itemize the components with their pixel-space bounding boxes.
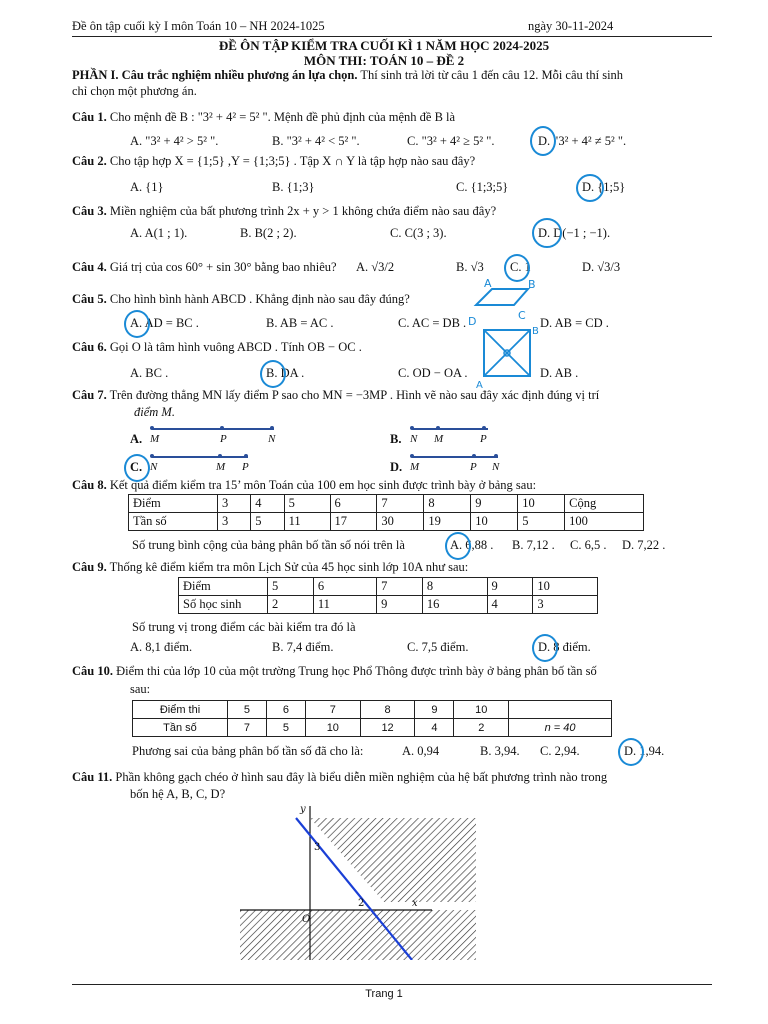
q2-option-d[interactable]: D. {1;5} xyxy=(582,180,626,194)
point-m xyxy=(436,426,440,430)
question-2 xyxy=(72,154,475,169)
table-cell: 30 xyxy=(377,513,424,531)
answer-circle xyxy=(532,634,558,662)
q9-option-c[interactable]: C. 7,5 điểm. xyxy=(407,640,469,654)
footer-divider xyxy=(72,984,712,985)
q10-follow: Phương sai của bảng phân bố tần số đã cho là: xyxy=(132,744,364,758)
q1-option-a[interactable]: A. "3² + 4² > 5² ". xyxy=(130,134,219,148)
question-9 xyxy=(72,560,468,575)
q9-option-d[interactable]: D. 8 điểm. xyxy=(538,640,591,654)
question-11 xyxy=(72,770,607,785)
question-5 xyxy=(72,292,410,307)
question-4 xyxy=(72,260,337,275)
question-text: Thống kê điểm kiểm tra môn Lịch Sử của 45 học sinh lớp 10A như sau: xyxy=(106,560,469,574)
table-cell: 2 xyxy=(268,596,314,614)
question-6 xyxy=(72,340,362,355)
question-7-cont: điểm M. xyxy=(134,405,175,419)
origin-label: O xyxy=(302,914,311,925)
point-n xyxy=(494,454,498,458)
q9-follow: Số trung vị trong điểm các bài kiểm tra đó là xyxy=(132,620,356,634)
inequality-region-graph xyxy=(236,802,476,960)
table-cell: 7 xyxy=(377,578,423,596)
table-cell: 8 xyxy=(424,495,471,513)
point-n xyxy=(150,454,154,458)
q5-option-c[interactable]: C. AC = DB . xyxy=(398,316,467,330)
q4-option-a[interactable]: A. √3/2 xyxy=(356,260,395,274)
table-cell: 10 xyxy=(518,495,565,513)
table-cell: Số học sinh xyxy=(179,596,268,614)
q8-follow: Số trung bình cộng của bảng phân bố tần số nói trên là xyxy=(132,538,405,552)
hatched-region-bottom xyxy=(240,910,476,960)
q10-option-a[interactable]: A. 0,94 xyxy=(402,744,440,758)
q4-option-d[interactable]: D. √3/3 xyxy=(582,260,621,274)
point-label: N xyxy=(268,433,276,445)
point-m xyxy=(410,454,414,458)
question-label: Câu 5. xyxy=(72,292,107,306)
table-cell: 19 xyxy=(424,513,471,531)
point-n xyxy=(270,426,274,430)
q3-option-b[interactable]: B. B(2 ; 2). xyxy=(240,226,297,240)
answer-circle xyxy=(532,218,562,248)
table-cell: 5 xyxy=(268,578,314,596)
question-label: Câu 2. xyxy=(72,154,107,168)
q5-option-a[interactable]: A. AD = BC . xyxy=(130,316,199,330)
question-text: Cho hình bình hành ABCD . Khẳng định nào sau đây đúng? xyxy=(106,292,410,306)
table-cell: Cộng xyxy=(565,495,644,513)
table-row xyxy=(133,701,612,719)
q2-option-b[interactable]: B. {1;3} xyxy=(272,180,315,194)
table-cell: 4 xyxy=(251,495,284,513)
point-p xyxy=(220,426,224,430)
part1-instruction: Thí sinh trả lời từ câu 1 đến câu 12. Mỗi câu thí sinh xyxy=(357,68,624,82)
q9-option-b[interactable]: B. 7,4 điểm. xyxy=(272,640,334,654)
q2-option-a[interactable]: A. {1} xyxy=(130,180,164,194)
table-cell: 3 xyxy=(218,495,251,513)
question-10-cont: sau: xyxy=(130,682,151,696)
point-label: N xyxy=(410,433,418,445)
point-p xyxy=(482,426,486,430)
y-intercept-label: 3 xyxy=(314,842,321,853)
question-label: Câu 10. xyxy=(72,664,113,678)
question-text: Kết quả điểm kiểm tra 15’ môn Toán của 100 em học sinh được trình bày ở bảng sau: xyxy=(106,478,537,492)
point-m xyxy=(150,426,154,430)
table-cell: 9 xyxy=(415,701,454,719)
table-cell: 11 xyxy=(284,513,330,531)
table-cell: 10 xyxy=(471,513,518,531)
question-text: Trên đường thẳng MN lấy điểm P sao cho MN = −3MP . Hình vẽ nào sau đây xác định đúng vị trí xyxy=(106,388,600,402)
table-cell: 6 xyxy=(266,701,305,719)
table-cell: 10 xyxy=(305,719,360,737)
point-label: P xyxy=(480,433,487,445)
sketch-label-d: D xyxy=(468,315,477,327)
table-cell: 5 xyxy=(284,495,330,513)
table-row xyxy=(133,719,612,737)
point-label: M xyxy=(150,433,160,445)
y-axis-label: y xyxy=(300,804,306,815)
table-row xyxy=(179,578,598,596)
exam-subtitle: MÔN THI: TOÁN 10 – ĐỀ 2 xyxy=(303,53,465,68)
table-cell: 5 xyxy=(228,701,267,719)
q4-option-b[interactable]: B. √3 xyxy=(456,260,484,274)
table-cell: 9 xyxy=(487,578,533,596)
point-label: P xyxy=(242,461,249,473)
q1-option-d[interactable]: D. "3² + 4² ≠ 5² ". xyxy=(538,134,627,148)
point-p xyxy=(244,454,248,458)
q6-option-b[interactable]: B. DA . xyxy=(266,366,305,380)
table-row xyxy=(179,596,598,614)
table-cell: 16 xyxy=(422,596,487,614)
table-cell: 100 xyxy=(565,513,644,531)
table-cell: 8 xyxy=(422,578,487,596)
number-line xyxy=(412,428,488,430)
q3-option-d[interactable]: D. D(−1 ; −1). xyxy=(538,226,611,240)
table-cell: 7 xyxy=(305,701,360,719)
x-intercept-label: 2 xyxy=(358,898,365,909)
table-cell: Điểm xyxy=(179,578,268,596)
q3-option-a[interactable]: A. A(1 ; 1). xyxy=(130,226,188,240)
number-line xyxy=(152,428,274,430)
table-cell: Điểm xyxy=(129,495,218,513)
q5-option-b[interactable]: B. AB = AC . xyxy=(266,316,334,330)
table-cell: 3 xyxy=(218,513,251,531)
answer-circle xyxy=(260,360,286,388)
part1-instruction-2: chỉ chọn một phương án. xyxy=(72,84,197,98)
q6-option-c[interactable]: C. OD − OA . xyxy=(398,366,468,380)
point-label: N xyxy=(150,461,158,473)
sketch-label-a: A xyxy=(484,277,492,290)
table-cell: 6 xyxy=(330,495,377,513)
answer-circle xyxy=(618,738,644,766)
q10-option-d[interactable]: D. 1,94. xyxy=(624,744,665,758)
table-cell: 7 xyxy=(228,719,267,737)
question-label: Câu 6. xyxy=(72,340,107,354)
q8-option-c[interactable]: C. 6,5 . xyxy=(570,538,607,552)
x-axis-label: x xyxy=(412,898,418,909)
part1-heading: PHẦN I. Câu trắc nghiệm nhiều phương án lựa chọn. xyxy=(72,68,358,82)
question-text: Miền nghiệm của bất phương trình 2x + y > 1 không chứa điểm nào sau đây? xyxy=(106,204,497,218)
question-3 xyxy=(72,204,496,219)
point-m xyxy=(218,454,222,458)
table-cell: 9 xyxy=(377,596,423,614)
question-text: Gọi O là tâm hình vuông ABCD . Tính OB − OC . xyxy=(106,340,362,354)
score-table xyxy=(178,577,598,614)
sketch-label-a: A xyxy=(476,380,483,391)
table-row xyxy=(129,495,644,513)
q10-option-b[interactable]: B. 3,94. xyxy=(480,744,520,758)
question-11-cont: bốn hệ A, B, C, D? xyxy=(130,787,226,801)
table-cell: 8 xyxy=(360,701,415,719)
sketch-label-c: C xyxy=(518,309,526,322)
question-label: Câu 9. xyxy=(72,560,107,574)
point-label: M xyxy=(410,461,420,473)
question-8 xyxy=(72,478,536,493)
table-cell: 5 xyxy=(266,719,305,737)
q7-option-c[interactable]: C. xyxy=(130,460,143,474)
exam-title: ĐỀ ÔN TẬP KIỂM TRA CUỐI KÌ 1 NĂM HỌC 2024-2025 xyxy=(218,38,550,53)
q8-option-a[interactable]: A. 6,88 . xyxy=(450,538,494,552)
table-cell: Tần số xyxy=(129,513,218,531)
q1-option-b[interactable]: B. "3² + 4² < 5² ". xyxy=(272,134,360,148)
table-cell: 9 xyxy=(471,495,518,513)
question-label: Câu 11. xyxy=(72,770,113,784)
q7-option-b[interactable]: B. xyxy=(390,432,402,446)
table-cell: 5 xyxy=(251,513,284,531)
table-cell: 2 xyxy=(454,719,509,737)
answer-circle xyxy=(576,174,604,202)
number-line xyxy=(152,456,248,458)
q8-option-d[interactable]: D. 7,22 . xyxy=(622,538,666,552)
question-text: Điểm thi của lớp 10 của một trường Trung học Phổ Thông được trình bày ở bảng phân bố tần số xyxy=(112,664,597,678)
table-cell: 10 xyxy=(533,578,598,596)
q2-option-c[interactable]: C. {1;3;5} xyxy=(456,180,509,194)
hatched-region-right xyxy=(310,818,476,902)
point-label: N xyxy=(492,461,500,473)
table-cell: n = 40 xyxy=(509,719,612,737)
table-cell: 7 xyxy=(377,495,424,513)
table-cell: Điểm thi xyxy=(133,701,228,719)
q6-option-a[interactable]: A. BC . xyxy=(130,366,169,380)
question-1 xyxy=(72,110,455,125)
question-label: Câu 4. xyxy=(72,260,107,274)
question-10 xyxy=(72,664,597,679)
q6-option-d[interactable]: D. AB . xyxy=(540,366,579,380)
point-label: P xyxy=(470,461,477,473)
header-left: Đề ôn tập cuối kỳ I môn Toán 10 – NH 2024-1025 xyxy=(72,19,325,33)
table-cell: 6 xyxy=(313,578,376,596)
sketch-label-b: B xyxy=(528,278,536,291)
question-label: Câu 3. xyxy=(72,204,107,218)
q9-option-a[interactable]: A. 8,1 điểm. xyxy=(130,640,193,654)
question-text: Cho mệnh đề B : "3² + 4² = 5² ". Mệnh đề phủ định của mệnh đề B là xyxy=(106,110,456,124)
table-cell: 3 xyxy=(533,596,598,614)
table-cell: 12 xyxy=(360,719,415,737)
answer-circle xyxy=(530,126,556,156)
grade-table xyxy=(132,700,612,737)
number-line xyxy=(412,456,498,458)
q10-option-c[interactable]: C. 2,94. xyxy=(540,744,580,758)
q4-option-c[interactable]: C. 1 xyxy=(510,260,531,274)
table-cell xyxy=(509,701,612,719)
point-n xyxy=(410,426,414,430)
q8-option-b[interactable]: B. 7,12 . xyxy=(512,538,555,552)
question-text: Cho tập hợp X = {1;5} ,Y = {1;3;5} . Tập X ∩ Y là tập hợp nào sau đây? xyxy=(106,154,476,168)
q1-option-c[interactable]: C. "3² + 4² ≥ 5² ". xyxy=(407,134,495,148)
header-right: ngày 30-11-2024 xyxy=(528,19,614,33)
table-row xyxy=(129,513,644,531)
point-p xyxy=(472,454,476,458)
point-label: P xyxy=(220,433,227,445)
q3-option-c[interactable]: C. C(3 ; 3). xyxy=(390,226,447,240)
page-number: Trang 1 xyxy=(365,988,403,1000)
square-sketch xyxy=(474,320,544,392)
question-7 xyxy=(72,388,599,403)
answer-circle xyxy=(445,532,471,560)
header-divider xyxy=(72,36,712,37)
point-label: M xyxy=(434,433,444,445)
q7-option-a[interactable]: A. xyxy=(130,432,143,446)
frequency-table xyxy=(128,494,644,531)
question-text: Phần không gạch chéo ở hình sau đây là biểu diễn miền nghiệm của hệ bất phương trình nào trong xyxy=(112,770,608,784)
part1-line xyxy=(72,68,623,83)
sketch-label-b: B xyxy=(532,326,539,337)
q7-option-d[interactable]: D. xyxy=(390,460,403,474)
question-label: Câu 8. xyxy=(72,478,107,492)
table-cell: 11 xyxy=(313,596,376,614)
q5-option-d[interactable]: D. AB = CD . xyxy=(540,316,609,330)
question-label: Câu 1. xyxy=(72,110,107,124)
question-text: Giá trị của cos 60° + sin 30° bằng bao nhiêu? xyxy=(106,260,337,274)
table-cell: 17 xyxy=(330,513,377,531)
question-label: Câu 7. xyxy=(72,388,107,402)
table-cell: 4 xyxy=(487,596,533,614)
answer-circle xyxy=(124,310,150,338)
table-cell: 4 xyxy=(415,719,454,737)
table-cell: 5 xyxy=(518,513,565,531)
table-cell: Tần số xyxy=(133,719,228,737)
table-cell: 10 xyxy=(454,701,509,719)
point-label: M xyxy=(216,461,226,473)
